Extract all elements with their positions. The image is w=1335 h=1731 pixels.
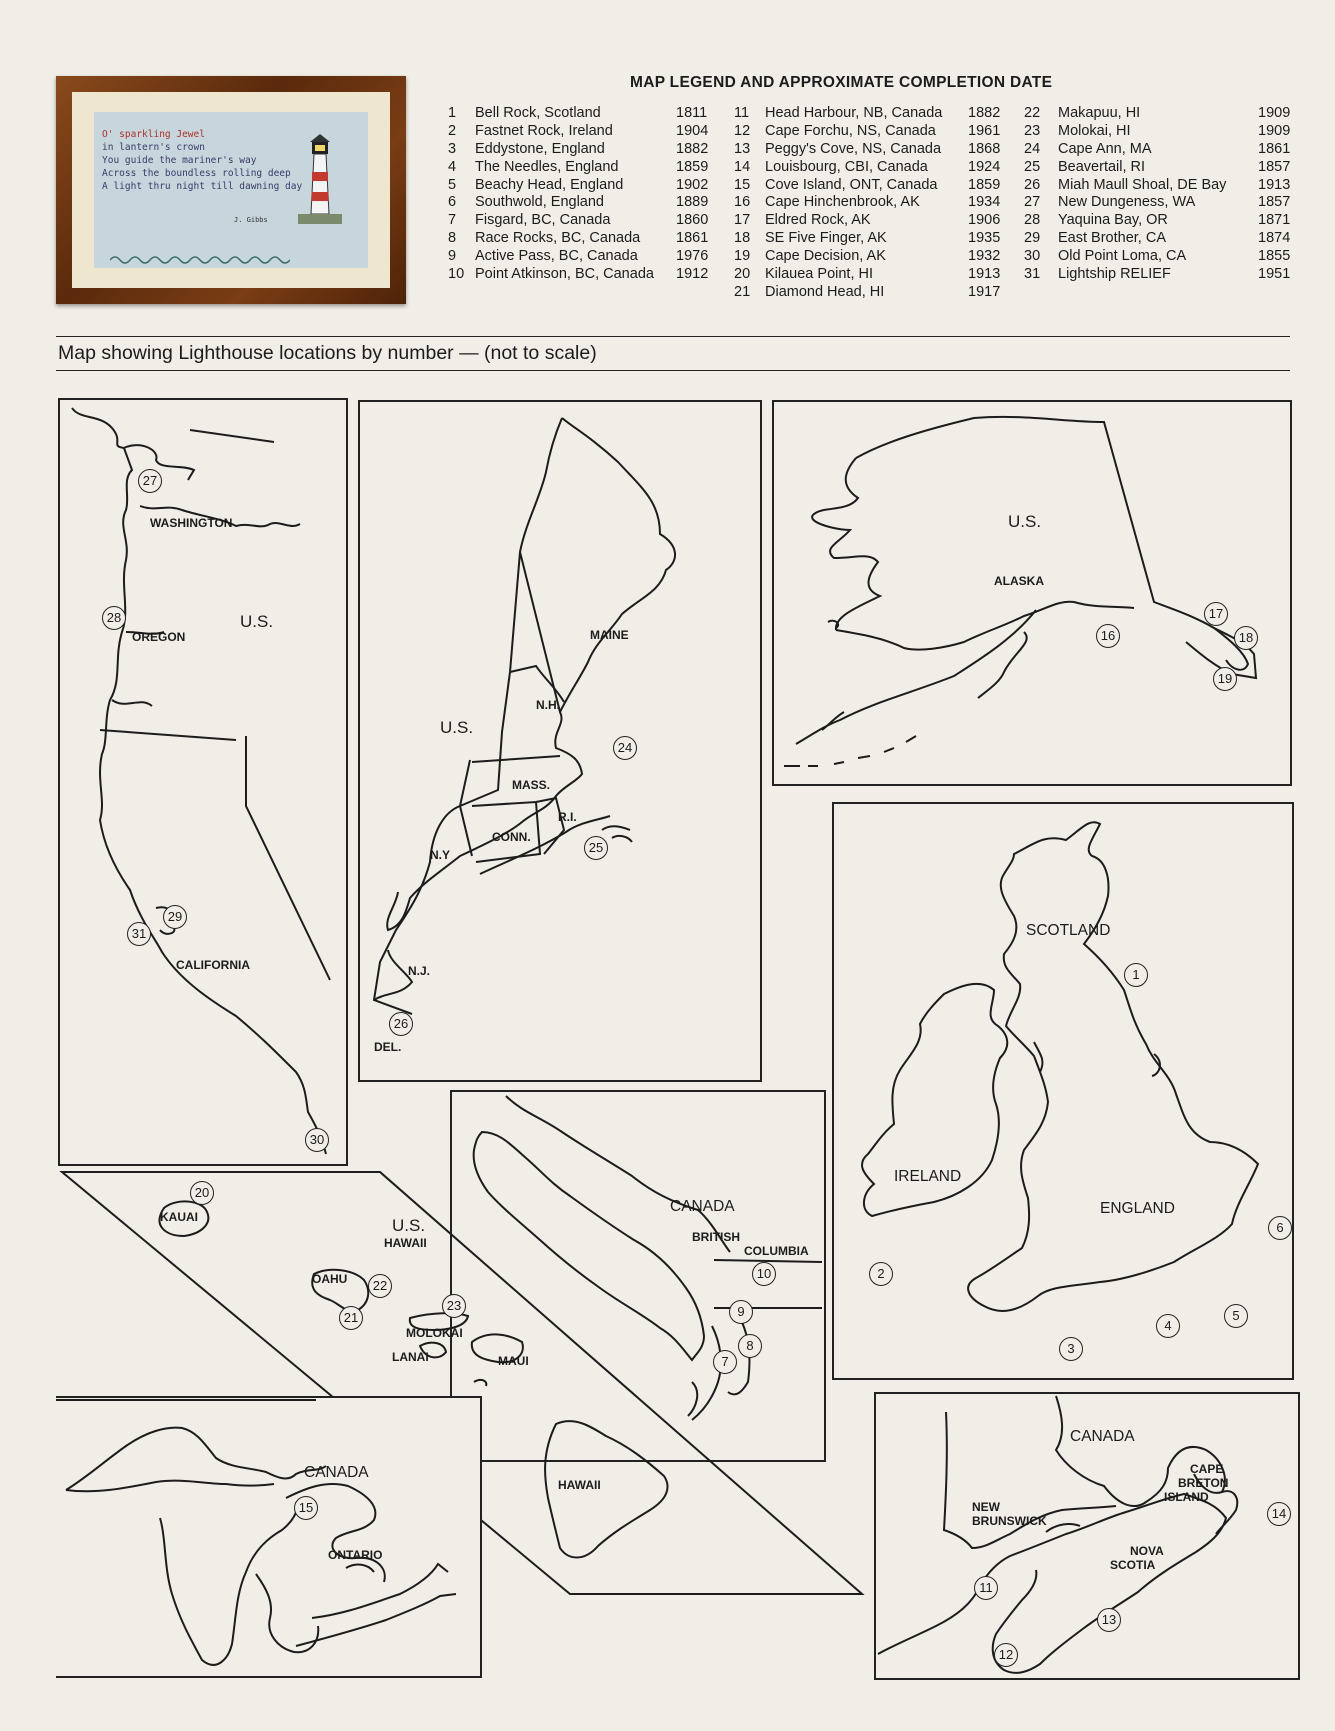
sampler-canvas	[94, 112, 368, 268]
legend-entry-year: 1912	[676, 266, 709, 283]
legend-entry-year: 1860	[676, 212, 709, 229]
marker-9[interactable]: 9	[729, 1300, 753, 1324]
label-conn: CONN.	[492, 830, 531, 844]
great-lakes-outline	[56, 1398, 484, 1680]
legend-title: MAP LEGEND AND APPROXIMATE COMPLETION DATE	[630, 74, 1053, 91]
legend-entry-year: 1913	[1258, 176, 1291, 193]
marker-26[interactable]: 26	[389, 1012, 413, 1036]
marker-31[interactable]: 31	[127, 922, 151, 946]
legend-entry-number: 3	[448, 140, 457, 157]
legend-entry-year: 1868	[968, 140, 1001, 157]
label-kauai: KAUAI	[160, 1210, 198, 1224]
label-cape-breton-1: CAPE	[1190, 1462, 1224, 1476]
map-panel-british-isles	[832, 802, 1294, 1380]
legend-entry-number: 1	[448, 105, 457, 121]
legend-entry-name: Miah Maull Shoal, DE Bay	[1058, 176, 1227, 193]
lighthouse-icon	[290, 134, 350, 234]
marker-25[interactable]: 25	[584, 836, 608, 860]
legend-entry-year: 1917	[968, 283, 1001, 300]
legend-entry-year: 1855	[1258, 248, 1291, 265]
legend-entry-name: Fastnet Rock, Ireland	[475, 122, 613, 139]
marker-4[interactable]: 4	[1156, 1314, 1180, 1338]
legend-entry-name: Old Point Loma, CA	[1058, 248, 1187, 265]
marker-7[interactable]: 7	[713, 1350, 737, 1374]
legend-entry-year: 1935	[968, 230, 1001, 247]
label-nova-scotia-2: SCOTIA	[1110, 1558, 1156, 1572]
legend-entry-name: Southwold, England	[475, 194, 604, 211]
top-rule	[56, 336, 1290, 337]
sampler-verse	[102, 128, 302, 193]
label-oahu: OAHU	[312, 1272, 348, 1286]
legend-entry-year: 1902	[676, 176, 709, 193]
legend-entry-number: 31	[1024, 266, 1041, 283]
legend-entry-year: 1932	[968, 248, 1001, 265]
verse-line-4: Across the boundless rolling deep	[102, 168, 291, 179]
label-hawaii-state: HAWAII	[384, 1236, 427, 1250]
legend-entry-number: 11	[734, 105, 750, 121]
legend-entry-year: 1882	[968, 105, 1001, 121]
marker-28[interactable]: 28	[102, 606, 126, 630]
legend-entry-number: 21	[734, 283, 751, 300]
legend-entry-name: Yaquina Bay, OR	[1058, 212, 1168, 229]
legend-entry-name: Point Atkinson, BC, Canada	[475, 266, 654, 283]
marker-2[interactable]: 2	[869, 1262, 893, 1286]
marker-17[interactable]: 17	[1204, 602, 1228, 626]
map-panel-alaska	[772, 400, 1292, 786]
british-isles-outline	[834, 804, 1296, 1382]
legend-entry-year: 1934	[968, 194, 1001, 211]
legend-entry-name: Eddystone, England	[475, 140, 605, 157]
legend-entry-name: Beavertail, RI	[1058, 158, 1146, 175]
legend-entry-year: 1811	[676, 105, 708, 121]
legend-entry-number: 9	[448, 248, 457, 265]
legend-entry-year: 1976	[676, 248, 709, 265]
label-hawaii-island: HAWAII	[558, 1478, 601, 1492]
legend-entry-year: 1909	[1258, 105, 1291, 121]
label-ny: N.Y	[430, 848, 451, 862]
alaska-outline	[774, 402, 1294, 788]
legend-entry-name: Fisgard, BC, Canada	[475, 212, 611, 229]
marker-30[interactable]: 30	[305, 1128, 329, 1152]
label-canada-maritimes: CANADA	[1070, 1428, 1135, 1445]
legend-entry-number: 7	[448, 212, 457, 229]
framed-sampler-image	[56, 76, 406, 304]
marker-13[interactable]: 13	[1097, 1608, 1121, 1632]
marker-29[interactable]: 29	[163, 905, 187, 929]
marker-27[interactable]: 27	[138, 469, 162, 493]
marker-3[interactable]: 3	[1059, 1337, 1083, 1361]
label-washington: WASHINGTON	[150, 516, 233, 530]
legend-entry-name: SE Five Finger, AK	[765, 230, 887, 247]
marker-16[interactable]: 16	[1096, 624, 1120, 648]
legend-entry-number: 5	[448, 176, 457, 193]
legend-entry-number: 18	[734, 230, 751, 247]
marker-20[interactable]: 20	[190, 1181, 214, 1205]
legend-entry-name: Cape Forchu, NS, Canada	[765, 122, 936, 139]
marker-24[interactable]: 24	[613, 736, 637, 760]
legend-entry-number: 22	[1024, 105, 1041, 121]
legend-entry-year: 1913	[968, 266, 1001, 283]
legend-entry-number: 14	[734, 158, 751, 175]
legend-entry-name: Louisbourg, CBI, Canada	[765, 158, 928, 175]
legend-entry-name: Race Rocks, BC, Canada	[475, 230, 641, 247]
legend-entry-name: The Needles, England	[475, 158, 619, 175]
label-maine: MAINE	[590, 628, 629, 642]
marker-19[interactable]: 19	[1213, 667, 1237, 691]
label-oregon: OREGON	[132, 630, 186, 644]
marker-18[interactable]: 18	[1234, 626, 1258, 650]
legend-entry-number: 2	[448, 122, 457, 139]
legend-entry-year: 1861	[1258, 140, 1291, 157]
legend-entry-year: 1951	[1258, 266, 1291, 283]
legend-entry-year: 1924	[968, 158, 1001, 175]
marker-22[interactable]: 22	[368, 1274, 392, 1298]
legend-entry-name: East Brother, CA	[1058, 230, 1166, 247]
legend-entry-year: 1857	[1258, 194, 1291, 211]
legend-entry-year: 1871	[1258, 212, 1291, 229]
label-alaska: ALASKA	[994, 574, 1044, 588]
legend-entry-number: 12	[734, 122, 751, 139]
legend-entry-name: Head Harbour, NB, Canada	[765, 105, 943, 121]
label-california: CALIFORNIA	[176, 958, 250, 972]
legend-entry-year: 1961	[968, 122, 1001, 139]
map-panel-west-coast	[58, 398, 348, 1166]
legend-entry-number: 13	[734, 140, 751, 157]
label-maui: MAUI	[498, 1354, 529, 1368]
map-panel-great-lakes	[56, 1396, 482, 1678]
marker-12[interactable]: 12	[994, 1643, 1018, 1667]
label-lanai: LANAI	[392, 1350, 429, 1364]
legend-entry-year: 1861	[676, 230, 709, 247]
legend-entry-year: 1904	[676, 122, 709, 139]
legend-entry-year: 1889	[676, 194, 709, 211]
label-us-hawaii: U.S.	[392, 1216, 426, 1235]
marker-21[interactable]: 21	[339, 1306, 363, 1330]
label-us-northeast: U.S.	[440, 718, 474, 737]
new-england-outline	[360, 402, 764, 1084]
label-england: ENGLAND	[1100, 1200, 1175, 1217]
legend-entry-year: 1874	[1258, 230, 1291, 247]
label-new-brunswick-2: BRUNSWICK	[972, 1514, 1047, 1528]
legend-entry-number: 4	[448, 158, 457, 175]
legend-entry-number: 8	[448, 230, 457, 247]
legend-entry-name: Cape Decision, AK	[765, 248, 886, 265]
label-canada-ontario: CANADA	[304, 1464, 369, 1481]
sampler-signature: J. Gibbs	[234, 216, 268, 224]
legend-entry-number: 24	[1024, 140, 1041, 157]
marker-6[interactable]: 6	[1268, 1216, 1292, 1240]
marker-1[interactable]: 1	[1124, 963, 1148, 987]
legend-entry-name: Cove Island, ONT, Canada	[765, 176, 938, 193]
legend-entry-year: 1906	[968, 212, 1001, 229]
legend-entry-number: 17	[734, 212, 751, 229]
marker-8[interactable]: 8	[738, 1334, 762, 1358]
label-ireland: IRELAND	[894, 1168, 962, 1185]
legend-entry-number: 15	[734, 176, 751, 193]
label-molokai: MOLOKAI	[406, 1326, 463, 1340]
legend-entry-year: 1859	[676, 158, 709, 175]
legend-entry-year: 1857	[1258, 158, 1291, 175]
legend-entry-name: Molokai, HI	[1058, 122, 1131, 139]
marker-5[interactable]: 5	[1224, 1304, 1248, 1328]
label-new-brunswick-1: NEW	[972, 1500, 1000, 1514]
legend-entry-name: Kilauea Point, HI	[765, 266, 874, 283]
legend-entry-name: New Dungeness, WA	[1058, 194, 1196, 211]
wave-border-icon	[110, 254, 290, 266]
legend-entry-number: 28	[1024, 212, 1041, 229]
legend-entry-year: 1882	[676, 140, 709, 157]
legend-entry-name: Bell Rock, Scotland	[475, 105, 601, 121]
legend-entry-number: 16	[734, 194, 751, 211]
verse-line-2: in lantern's crown	[102, 142, 205, 153]
label-british: BRITISH	[692, 1230, 740, 1244]
map-title: Map showing Lighthouse locations by number — (not to scale)	[58, 342, 597, 364]
legend-entry-number: 29	[1024, 230, 1041, 247]
legend-entry-year: 1909	[1258, 122, 1291, 139]
label-scotland: SCOTLAND	[1026, 922, 1111, 939]
legend-entry-number: 30	[1024, 248, 1041, 265]
legend-entry-name: Active Pass, BC, Canada	[475, 248, 638, 265]
legend-entry-name: Peggy's Cove, NS, Canada	[765, 140, 942, 157]
label-cape-breton-3: ISLAND	[1164, 1490, 1209, 1504]
label-mass: MASS.	[512, 778, 551, 792]
marker-23[interactable]: 23	[442, 1294, 466, 1318]
legend-entry-name: Diamond Head, HI	[765, 283, 885, 300]
map-panel-new-england	[358, 400, 762, 1082]
label-ontario: ONTARIO	[328, 1548, 383, 1562]
legend-entry-number: 27	[1024, 194, 1041, 211]
verse-line-1: O' sparkling Jewel	[102, 129, 205, 140]
marker-14[interactable]: 14	[1267, 1502, 1291, 1526]
legend-entry-number: 25	[1024, 158, 1041, 175]
legend-entry-year: 1859	[968, 176, 1001, 193]
legend-entry-name: Cape Ann, MA	[1058, 140, 1152, 157]
legend-entry-number: 20	[734, 266, 751, 283]
bottom-rule	[56, 370, 1290, 371]
legend-entry-name: Lightship RELIEF	[1058, 266, 1171, 283]
legend-entry-number: 19	[734, 248, 751, 265]
label-del: DEL.	[374, 1040, 402, 1054]
label-columbia: COLUMBIA	[744, 1244, 809, 1258]
legend-entry-number: 26	[1024, 176, 1041, 193]
label-canada-bc: CANADA	[670, 1198, 735, 1215]
legend-entry-name: Eldred Rock, AK	[765, 212, 871, 229]
marker-11[interactable]: 11	[974, 1576, 998, 1600]
label-us-west: U.S.	[240, 612, 274, 631]
label-nova-scotia-1: NOVA	[1130, 1544, 1164, 1558]
legend-entry-name: Makapuu, HI	[1058, 105, 1141, 121]
verse-line-3: You guide the mariner's way	[102, 155, 257, 166]
label-us-alaska: U.S.	[1008, 512, 1042, 531]
legend-entry-number: 10	[448, 266, 465, 283]
label-nj: N.J.	[408, 964, 431, 978]
map-panel-maritimes	[874, 1392, 1300, 1680]
sampler-mat	[72, 92, 390, 288]
label-nh: N.H.	[536, 698, 560, 712]
marker-15[interactable]: 15	[294, 1496, 318, 1520]
verse-line-5: A light thru night till dawning day	[102, 181, 303, 192]
marker-10[interactable]: 10	[752, 1262, 776, 1286]
label-ri: R.I.	[558, 810, 577, 824]
legend-entry-number: 6	[448, 194, 457, 211]
legend-entry-name: Beachy Head, England	[475, 176, 624, 193]
label-cape-breton-2: BRETON	[1178, 1476, 1229, 1490]
legend-entry-name: Cape Hinchenbrook, AK	[765, 194, 920, 211]
legend-entry-number: 23	[1024, 122, 1041, 139]
